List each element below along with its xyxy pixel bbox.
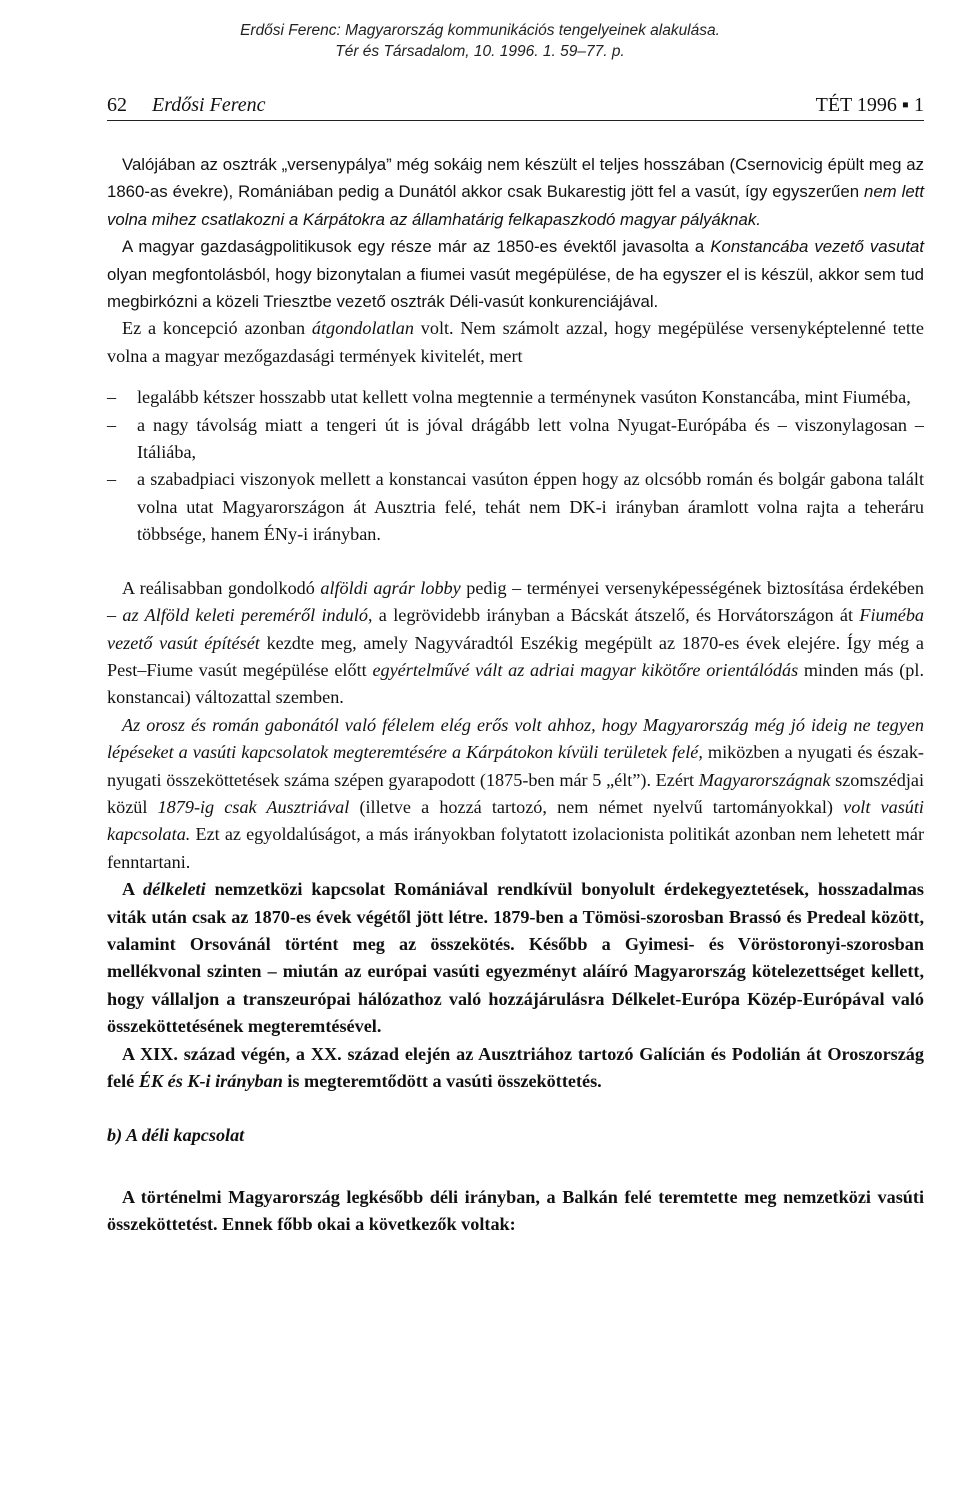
running-head bbox=[107, 90, 924, 121]
paragraph-4-text-1: A reálisabban gondolkodó bbox=[122, 577, 321, 598]
paragraph-5-text-1: miközben a nyugati és észak-nyugati összeköttetések száma szépen gyarapodott (1875-ben már 5 „élt”). Ezért bbox=[107, 742, 924, 790]
section-title: b) A déli kapcsolat bbox=[107, 1125, 245, 1146]
paragraph-4-emphasis-1: alföldi agrár lobby bbox=[320, 577, 461, 598]
article-body bbox=[107, 151, 924, 1239]
paragraph-2-text-1: A magyar gazdaságpolitikusok egy része már az 1850-es évektől javasolta a bbox=[122, 237, 711, 257]
paragraph-4-emphasis-3: Fiuméba vezető vasút építését bbox=[107, 605, 925, 653]
dash-marker: – bbox=[107, 387, 117, 408]
paragraph-5-emphasis-1: Az orosz és román gabonától való félelem elég erős volt ahhoz, hogy Magyarország még jó ideig ne tegyen lépéseket a vasúti kapcsolatok megteremtésére a Kárpátokon kívüli területek felé, bbox=[107, 714, 924, 763]
citation-line-1: Erdősi Ferenc: Magyarország kommunikációs tengelyeinek alakulása. bbox=[240, 22, 720, 39]
list-item bbox=[107, 384, 924, 411]
page-number: 62 bbox=[107, 94, 127, 116]
running-head-journal: TÉT 1996 ▪ 1 bbox=[815, 94, 924, 116]
paragraph-8: A történelmi Magyarország legkésőbb déli irányban, a Balkán felé teremtette meg nemzetközi vasúti összeköttetést. Ennek főbb okai a következők voltak: bbox=[107, 1186, 924, 1235]
paragraph-4-text-4: kezdte meg, amely Nagyváradtól Eszékig megépült az 1870-es évek elejére. Így még a Pest–Fiume vasút megépülése előtt bbox=[107, 632, 924, 680]
paragraph-2-text-2: olyan megfontolásból, hogy bizonytalan a fiumei vasút megépülése, de ha egyszer el is készül, akkor sem tud megbirkózni a közeli Triesztbe vezető osztrák Déli-vasút konkurenciájával. bbox=[107, 264, 924, 312]
paragraph-2-emphasis: Konstancába vezető vasutat bbox=[710, 237, 925, 257]
paragraph-5 bbox=[107, 712, 924, 876]
paragraph-1 bbox=[107, 151, 924, 233]
paragraph-6-emphasis: délkeleti bbox=[143, 879, 206, 900]
paragraph-5-text-3: (illetve a hozzá tartozó, nem német nyelvű tartományokkal) bbox=[349, 796, 844, 817]
paragraph-7-emphasis: ÉK és K-i irányban bbox=[138, 1071, 283, 1091]
dash-list bbox=[107, 384, 924, 548]
running-head-author: Erdősi Ferenc bbox=[152, 94, 266, 116]
paragraph-4-emphasis-4: egyértelművé vált az adriai magyar kikötőre orientálódás bbox=[372, 659, 799, 680]
paragraph-1-text: Valójában az osztrák „versenypálya” még sokáig nem készült el teljes hosszában (Csernovicig épült meg az 1860-as évekre), Romániában pedig a Dunától akkor csak Bukarestig jött fel a vasút, így egyszerűen bbox=[107, 155, 924, 202]
bold-block bbox=[107, 876, 924, 1238]
paragraph-4-text-2: pedig – terményei versenyképességének biztosítása érdekében – bbox=[107, 577, 925, 626]
paragraph-6 bbox=[107, 876, 924, 1040]
paragraph-1-emphasis: nem lett volna mihez csatlakozni a Kárpátokra az államhatárig felkapaszkodó magyar pályáknak. bbox=[107, 182, 924, 229]
paragraph-3-emphasis: átgondolatlan bbox=[311, 318, 414, 339]
paragraph-7-text-1: A XIX. század végén, a XX. század elején az Ausztriához tartozó Galícián és Podolián át Oroszország felé bbox=[107, 1043, 924, 1091]
paragraph-3 bbox=[107, 315, 924, 370]
list-item-text: legalább kétszer hosszabb utat kellett volna megtennie a terménynek vasúton Konstancába, mint Fiumébа, bbox=[137, 387, 911, 408]
paragraph-4-text-3: a legrövidebb irányban a Bácskát átszelő, és Horvátországon át bbox=[372, 605, 860, 626]
paragraph-6-text-1: A bbox=[122, 879, 144, 900]
paragraph-5-emphasis-4: volt vasúti kapcsolata. bbox=[107, 796, 924, 845]
paragraph-3-text-2: volt. Nem számolt azzal, hogy megépülése versenyképtelenné tette volna a magyar mezőgazdasági termények kivitelét, mert bbox=[107, 318, 925, 366]
list-item bbox=[107, 412, 924, 467]
paragraph-7-text-2: is megteremtődött a vasúti összeköttetés. bbox=[282, 1071, 602, 1091]
paragraph-5-text-4: Ezt az egyoldalúságot, a más irányokban folytatott izolacionista politikát azonban nem lehetett már fenntartani. bbox=[107, 824, 924, 872]
paragraph-3-text-1: Ez a koncepció azonban bbox=[122, 318, 312, 339]
list-item bbox=[107, 466, 924, 548]
paragraph-2 bbox=[107, 233, 924, 315]
paragraph-4-emphasis-2: az Alföld keleti pereméről induló, bbox=[122, 605, 373, 626]
paragraph-5-text-2: szomszédjai közül bbox=[107, 769, 924, 817]
paragraph-5-emphasis-2: Magyarországnak bbox=[698, 769, 831, 790]
dash-marker: – bbox=[107, 469, 117, 490]
sans-block bbox=[107, 151, 924, 315]
paragraph-4-text-5: minden más (pl. konstancai) változattal szemben. bbox=[107, 659, 924, 708]
paragraph-6-text-2: nemzetközi kapcsolat Romániával rendkívül bonyolult érdekegyeztetések, hosszadalmas viták után csak az 1870-es évek végétől jött létre. 1879-ben a Tömösi-szorosban Brassó és Predeal között, valamint Orsovánál történt meg az összekötés. Később a Gyimesi- és Vöröstoronyi-szorosban mellékvonal szinten – miután az európai vasúti egyezményt aláíró Magyarország kötelezettséget kellett, hogy vállaljon a transzeurópai hálózathoz való hozzájárulásra Délkelet-Európa Közép-Európával való összeköttetésének megteremtésével. bbox=[107, 879, 924, 1037]
list-item-text: a szabadpiaci viszonyok mellett a konstancai vasúton éppen hogy az olcsóbb román és bolgár gabona talált volna utat Magyarországon át Ausztria felé, tehát nem DK-i irányban áramlott volna rajta a teheráru többsége, hanem ÉNy-i irányban. bbox=[137, 469, 924, 545]
list-item-text: a nagy távolság miatt a tengeri út is jóval drágább lett volna Nyugat-Európába és – viszonylagosan – Itáliába, bbox=[137, 414, 924, 463]
citation-header bbox=[0, 20, 960, 62]
paragraph-5-emphasis-3: 1879-ig csak Ausztriával bbox=[157, 796, 350, 817]
citation-line-2: Tér és Társadalom, 10. 1996. 1. 59–77. p. bbox=[335, 43, 625, 60]
paragraph-7 bbox=[107, 1041, 924, 1096]
paragraph-4 bbox=[107, 575, 924, 712]
dash-marker: – bbox=[107, 414, 117, 435]
